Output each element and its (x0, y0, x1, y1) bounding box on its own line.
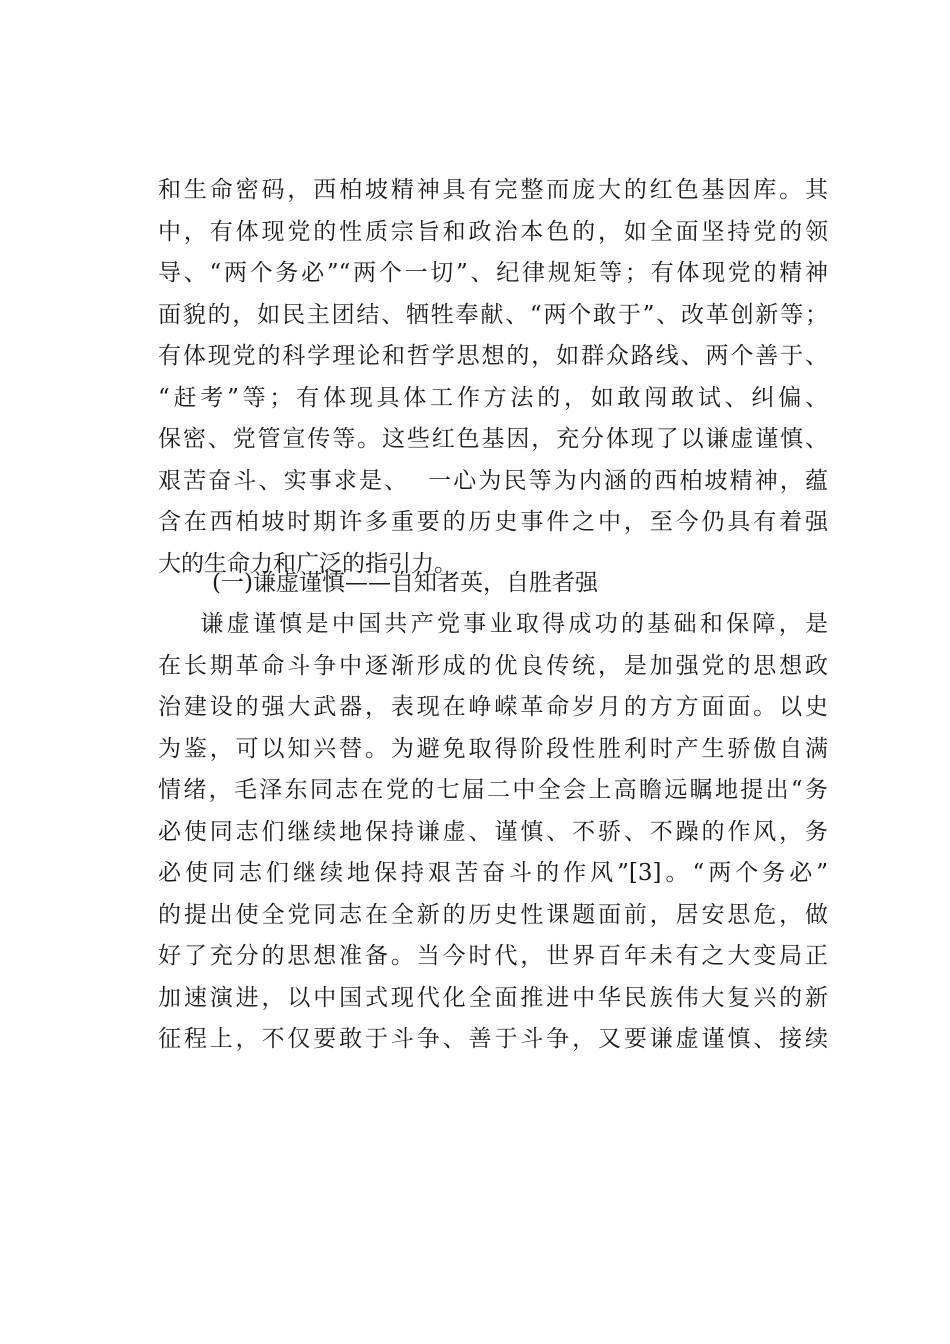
paragraph-line: 大的生命力和广泛的指引力。 (158, 550, 457, 577)
paragraph-modesty (158, 604, 828, 1061)
paragraph-line: 必使同志们继续地保持谦虚、谨慎、不骄、不躁的作风，务 (158, 818, 828, 845)
paragraph-line: 的提出使全党同志在全新的历史性课题面前，居安思危，做 (158, 901, 828, 928)
paragraph-line: 导、“两个务必”“两个一切”、纪律规矩等；有体现党的精神 (158, 260, 828, 286)
section-heading: (一)谦虚谨慎——自知者英，自胜者强 (212, 570, 598, 596)
paragraph-line: 有体现党的科学理论和哲学思想的，如群众路线、两个善于、 (158, 343, 828, 369)
paragraph-line: 治建设的强大武器，表现在峥嵘革命岁月的方方面面。以史 (158, 694, 828, 720)
paragraph-line: 含在西柏坡时期许多重要的历史事件之中，至今仍具有着强 (158, 509, 828, 535)
paragraph-line: 在长期革命斗争中逐渐形成的优良传统，是加强党的思想政 (158, 652, 828, 679)
paragraph-line: 面貌的，如民主团结、牺牲奉献、“两个敢于”、改革创新等； (158, 301, 828, 328)
paragraph-line: 谦虚谨慎是中国共产党事业取得成功的基础和保障，是 (158, 611, 828, 637)
paragraph-line: 征程上，不仅要敢于斗争、善于斗争，又要谦虚谨慎、接续 (158, 1026, 828, 1052)
paragraph-line: 必使同志们继续地保持艰苦奋斗的作风”[3]。“两个务必” (158, 860, 828, 886)
paragraph-line: 为鉴，可以知兴替。为避免取得阶段性胜利时产生骄傲自满 (158, 735, 828, 762)
paragraph-line: 和生命密码，西柏坡精神具有完整而庞大的红色基因库。其 (158, 177, 828, 203)
paragraph-line: 保密、党管宣传等。这些红色基因，充分体现了以谦虚谨慎、 (158, 426, 828, 452)
paragraph-line: 加速演进，以中国式现代化全面推进中华民族伟大复兴的新 (158, 984, 828, 1011)
paragraph-line: 好了充分的思想准备。当今时代，世界百年未有之大变局正 (158, 943, 828, 969)
paragraph-line: 艰苦奋斗、实事求是、 一心为民等为内涵的西柏坡精神，蕴 (158, 467, 828, 494)
paragraph-line: 中，有体现党的性质宗旨和政治本色的，如全面坚持党的领 (158, 218, 828, 245)
paragraph-line: “赶考”等；有体现具体工作方法的，如敢闯敢试、纠偏、 (158, 384, 828, 411)
paragraph-line: 情绪，毛泽东同志在党的七届二中全会上高瞻远瞩地提出“务 (158, 777, 828, 803)
paragraph-intro (158, 170, 828, 585)
